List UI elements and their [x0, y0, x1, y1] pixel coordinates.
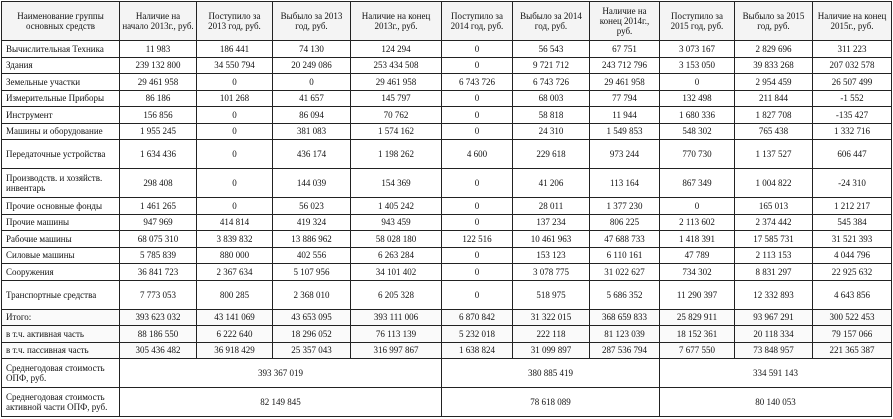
table-cell: 947 969	[120, 214, 197, 231]
table-cell: 86 186	[120, 90, 197, 107]
table-cell: 3 839 832	[197, 231, 273, 248]
table-cell: 211 844	[735, 90, 813, 107]
table-cell: 207 032 578	[813, 57, 892, 74]
table-cell: 22 925 632	[813, 264, 892, 281]
table-cell: 880 000	[197, 247, 273, 264]
table-cell: 26 507 499	[813, 74, 892, 91]
table-cell: 1 638 824	[442, 342, 513, 359]
table-cell: 734 302	[660, 264, 735, 281]
table-cell: 81 123 039	[590, 326, 660, 343]
table-cell: 76 113 139	[351, 326, 442, 343]
table-cell: 2 829 696	[735, 41, 813, 58]
row-label: Здания	[2, 57, 120, 74]
table-cell: 545 384	[813, 214, 892, 231]
table-cell: 4 044 796	[813, 247, 892, 264]
table-row	[2, 198, 892, 215]
row-label: Итого:	[2, 309, 120, 326]
fixed-assets-table-wrapper	[1, 1, 891, 417]
table-cell: 18 296 052	[273, 326, 351, 343]
average-value-2013: 82 149 845	[120, 388, 442, 417]
table-cell: 39 833 268	[735, 57, 813, 74]
header-row	[2, 2, 892, 41]
table-cell: 3 073 167	[660, 41, 735, 58]
table-cell: 68 075 310	[120, 231, 197, 248]
row-label: Машины и оборудование	[2, 123, 120, 140]
table-cell: 0	[197, 198, 273, 215]
row-label: Передаточные устройства	[2, 140, 120, 169]
table-cell: 1 574 162	[351, 123, 442, 140]
table-cell: 2 113 602	[660, 214, 735, 231]
table-cell: 43 653 095	[273, 309, 351, 326]
table-cell: 24 310	[513, 123, 590, 140]
table-cell: 298 408	[120, 169, 197, 198]
table-row	[2, 231, 892, 248]
table-cell: 287 536 794	[590, 342, 660, 359]
table-cell: 765 438	[735, 123, 813, 140]
table-cell: 31 099 897	[513, 342, 590, 359]
table-cell: 25 357 043	[273, 342, 351, 359]
table-cell: 29 461 958	[120, 74, 197, 91]
table-cell: 47 789	[660, 247, 735, 264]
table-cell: 47 688 733	[590, 231, 660, 248]
table-cell: 56 543	[513, 41, 590, 58]
table-cell: 25 829 911	[660, 309, 735, 326]
table-cell: 7 773 053	[120, 280, 197, 309]
table-cell: 0	[442, 169, 513, 198]
table-cell: 6 205 328	[351, 280, 442, 309]
table-row	[2, 74, 892, 91]
table-row	[2, 342, 892, 359]
table-cell: 132 498	[660, 90, 735, 107]
table-cell: 518 975	[513, 280, 590, 309]
table-cell: 867 349	[660, 169, 735, 198]
table-cell: 1 827 708	[735, 107, 813, 124]
table-row	[2, 264, 892, 281]
table-cell: 311 223	[813, 41, 892, 58]
table-cell: 0	[442, 247, 513, 264]
row-label: Сооружения	[2, 264, 120, 281]
table-cell: 124 294	[351, 41, 442, 58]
table-cell: 2 368 010	[273, 280, 351, 309]
table-cell: 800 285	[197, 280, 273, 309]
table-cell: 943 459	[351, 214, 442, 231]
table-cell: 8 831 297	[735, 264, 813, 281]
table-cell: 393 111 006	[351, 309, 442, 326]
table-cell: 154 369	[351, 169, 442, 198]
table-cell: 0	[442, 57, 513, 74]
table-cell: 0	[442, 280, 513, 309]
table-cell: 6 870 842	[442, 309, 513, 326]
table-cell: 1 634 436	[120, 140, 197, 169]
row-label: в т.ч. активная часть	[2, 326, 120, 343]
table-cell: 229 618	[513, 140, 590, 169]
table-cell: 0	[197, 107, 273, 124]
table-cell: 74 130	[273, 41, 351, 58]
table-cell: 973 244	[590, 140, 660, 169]
table-cell: 1 549 853	[590, 123, 660, 140]
average-row	[2, 359, 892, 388]
average-label: Среднегодовая стоимость ОПФ, руб.	[2, 359, 120, 388]
table-cell: 300 522 453	[813, 309, 892, 326]
table-cell: 20 118 334	[735, 326, 813, 343]
table-cell: 56 023	[273, 198, 351, 215]
table-cell: 18 152 361	[660, 326, 735, 343]
table-cell: -24 310	[813, 169, 892, 198]
table-cell: 381 083	[273, 123, 351, 140]
table-cell: 58 028 180	[351, 231, 442, 248]
row-label: Измерительные Приборы	[2, 90, 120, 107]
table-cell: 2 367 634	[197, 264, 273, 281]
column-header-2: Поступило за 2013 год, руб.	[197, 2, 273, 41]
table-cell: 0	[197, 169, 273, 198]
table-cell: 606 447	[813, 140, 892, 169]
table-cell: 10 461 963	[513, 231, 590, 248]
table-cell: 770 730	[660, 140, 735, 169]
table-cell: 0	[442, 90, 513, 107]
row-label: Инструмент	[2, 107, 120, 124]
average-value-2015: 80 140 053	[660, 388, 892, 417]
table-cell: 67 751	[590, 41, 660, 58]
row-label: Вычислительная Техника	[2, 41, 120, 58]
table-cell: 11 944	[590, 107, 660, 124]
table-row	[2, 169, 892, 198]
table-cell: 3 078 775	[513, 264, 590, 281]
table-cell: 393 623 032	[120, 309, 197, 326]
table-cell: 305 436 482	[120, 342, 197, 359]
table-cell: 1 680 336	[660, 107, 735, 124]
table-row	[2, 326, 892, 343]
table-cell: 436 174	[273, 140, 351, 169]
table-cell: 11 983	[120, 41, 197, 58]
table-cell: 153 123	[513, 247, 590, 264]
table-cell: 4 600	[442, 140, 513, 169]
row-label: Силовые машины	[2, 247, 120, 264]
table-cell: 93 967 291	[735, 309, 813, 326]
table-cell: 0	[197, 123, 273, 140]
table-cell: 0	[442, 214, 513, 231]
table-cell: 137 234	[513, 214, 590, 231]
row-label: Прочие машины	[2, 214, 120, 231]
table-cell: 239 132 800	[120, 57, 197, 74]
table-cell: 43 141 069	[197, 309, 273, 326]
table-cell: 165 013	[735, 198, 813, 215]
column-header-0: Наименование группы основных средств	[2, 2, 120, 41]
table-cell: 101 268	[197, 90, 273, 107]
average-value-2014: 78 618 089	[442, 388, 660, 417]
table-row	[2, 90, 892, 107]
table-cell: 1 137 527	[735, 140, 813, 169]
column-header-3: Выбыло за 2013 год, руб.	[273, 2, 351, 41]
table-cell: 5 785 839	[120, 247, 197, 264]
table-cell: 79 157 066	[813, 326, 892, 343]
average-value-2014: 380 885 419	[442, 359, 660, 388]
table-row	[2, 123, 892, 140]
table-cell: 806 225	[590, 214, 660, 231]
table-cell: 31 322 015	[513, 309, 590, 326]
table-cell: 243 712 796	[590, 57, 660, 74]
table-row	[2, 247, 892, 264]
table-cell: 0	[197, 74, 273, 91]
average-value-2015: 334 591 143	[660, 359, 892, 388]
table-cell: 2 954 459	[735, 74, 813, 91]
column-header-6: Выбыло за 2014 год, руб.	[513, 2, 590, 41]
table-cell: 0	[273, 74, 351, 91]
table-cell: 1 332 716	[813, 123, 892, 140]
table-cell: 0	[442, 107, 513, 124]
table-cell: 5 232 018	[442, 326, 513, 343]
row-label: Прочие основные фонды	[2, 198, 120, 215]
table-cell: -135 427	[813, 107, 892, 124]
table-cell: 0	[442, 198, 513, 215]
column-header-5: Поступило за 2014 год, руб.	[442, 2, 513, 41]
table-row	[2, 214, 892, 231]
table-cell: 1 377 230	[590, 198, 660, 215]
table-cell: 186 441	[197, 41, 273, 58]
table-cell: 34 101 402	[351, 264, 442, 281]
table-cell: 145 797	[351, 90, 442, 107]
table-cell: 221 365 387	[813, 342, 892, 359]
table-cell: 6 263 284	[351, 247, 442, 264]
table-cell: 253 434 508	[351, 57, 442, 74]
table-cell: 144 039	[273, 169, 351, 198]
table-cell: 6 743 726	[442, 74, 513, 91]
table-cell: 36 918 429	[197, 342, 273, 359]
table-cell: 6 110 161	[590, 247, 660, 264]
table-cell: 17 585 731	[735, 231, 813, 248]
table-cell: 29 461 958	[351, 74, 442, 91]
table-cell: 3 153 050	[660, 57, 735, 74]
table-cell: 31 521 393	[813, 231, 892, 248]
table-cell: 5 686 352	[590, 280, 660, 309]
table-cell: 0	[442, 264, 513, 281]
column-header-10: Наличие на конец 2015г., руб.	[813, 2, 892, 41]
column-header-7: Наличие на конец 2014г., руб.	[590, 2, 660, 41]
table-cell: 31 022 627	[590, 264, 660, 281]
table-cell: 11 290 397	[660, 280, 735, 309]
row-label: Производств. и хозяйств. инвентарь	[2, 169, 120, 198]
table-cell: 28 011	[513, 198, 590, 215]
table-body	[2, 41, 892, 417]
table-cell: 4 643 856	[813, 280, 892, 309]
fixed-assets-table	[1, 1, 892, 417]
row-label: в т.ч. пассивная часть	[2, 342, 120, 359]
table-cell: 88 186 550	[120, 326, 197, 343]
table-cell: 5 107 956	[273, 264, 351, 281]
table-cell: 13 886 962	[273, 231, 351, 248]
table-cell: 1 955 245	[120, 123, 197, 140]
table-cell: 29 461 958	[590, 74, 660, 91]
column-header-8: Поступило за 2015 год, руб.	[660, 2, 735, 41]
table-cell: 1 004 822	[735, 169, 813, 198]
table-cell: 0	[442, 41, 513, 58]
table-row	[2, 107, 892, 124]
table-cell: 0	[660, 74, 735, 91]
table-cell: 34 550 794	[197, 57, 273, 74]
column-header-9: Выбыло за 2015 год, руб.	[735, 2, 813, 41]
table-cell: 41 206	[513, 169, 590, 198]
table-cell: 0	[660, 198, 735, 215]
table-cell: 77 794	[590, 90, 660, 107]
table-cell: -1 552	[813, 90, 892, 107]
table-cell: 9 721 712	[513, 57, 590, 74]
table-cell: 122 516	[442, 231, 513, 248]
table-row	[2, 280, 892, 309]
table-cell: 316 997 867	[351, 342, 442, 359]
table-cell: 6 743 726	[513, 74, 590, 91]
table-cell: 368 659 833	[590, 309, 660, 326]
table-cell: 402 556	[273, 247, 351, 264]
table-cell: 0	[442, 123, 513, 140]
table-row	[2, 41, 892, 58]
table-cell: 68 003	[513, 90, 590, 107]
average-row	[2, 388, 892, 417]
table-cell: 20 249 086	[273, 57, 351, 74]
average-label: Среднегодовая стоимость активной части ОПФ, руб.	[2, 388, 120, 417]
table-cell: 6 222 640	[197, 326, 273, 343]
table-cell: 1 212 217	[813, 198, 892, 215]
table-cell: 7 677 550	[660, 342, 735, 359]
table-cell: 41 657	[273, 90, 351, 107]
table-cell: 58 818	[513, 107, 590, 124]
table-cell: 414 814	[197, 214, 273, 231]
column-header-1: Наличие на начало 2013г., руб.	[120, 2, 197, 41]
column-header-4: Наличие на конец 2013г., руб.	[351, 2, 442, 41]
table-cell: 1 198 262	[351, 140, 442, 169]
row-label: Рабочие машины	[2, 231, 120, 248]
table-cell: 2 113 153	[735, 247, 813, 264]
table-cell: 419 324	[273, 214, 351, 231]
table-cell: 1 405 242	[351, 198, 442, 215]
average-value-2013: 393 367 019	[120, 359, 442, 388]
table-cell: 86 094	[273, 107, 351, 124]
table-cell: 1 461 265	[120, 198, 197, 215]
table-row	[2, 309, 892, 326]
table-cell: 36 841 723	[120, 264, 197, 281]
table-cell: 113 164	[590, 169, 660, 198]
row-label: Земельные участки	[2, 74, 120, 91]
table-cell: 548 302	[660, 123, 735, 140]
table-cell: 1 418 391	[660, 231, 735, 248]
table-cell: 73 848 957	[735, 342, 813, 359]
table-cell: 0	[197, 140, 273, 169]
table-row	[2, 57, 892, 74]
table-row	[2, 140, 892, 169]
table-cell: 222 118	[513, 326, 590, 343]
row-label: Транспортные средства	[2, 280, 120, 309]
table-cell: 2 374 442	[735, 214, 813, 231]
table-cell: 70 762	[351, 107, 442, 124]
table-cell: 12 332 893	[735, 280, 813, 309]
table-cell: 156 856	[120, 107, 197, 124]
